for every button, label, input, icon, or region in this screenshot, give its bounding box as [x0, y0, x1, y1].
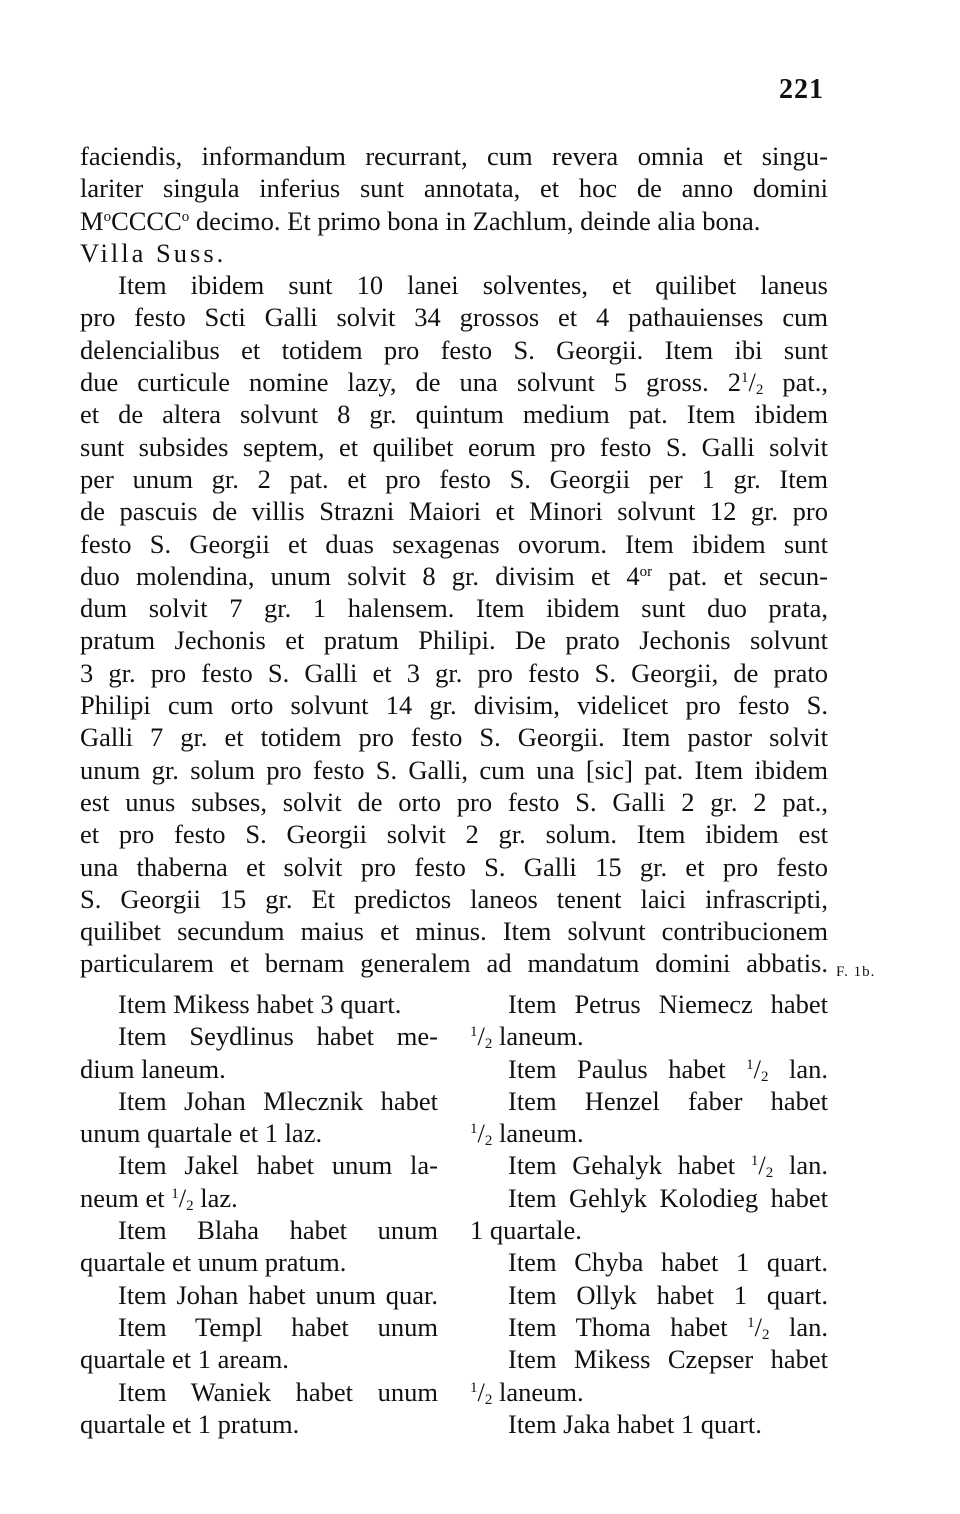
body-line: particularem et bernam generalem ad mandatum domini abbatis.	[80, 948, 828, 979]
text-fragment: lan.	[768, 1053, 828, 1084]
body-line	[80, 560, 828, 592]
text-fragment: 1	[741, 370, 749, 387]
text-fragment: 2	[484, 1133, 493, 1150]
text-fragment: laneum.	[492, 1376, 584, 1407]
left-column-line: Item Waniek habet unum	[118, 1376, 438, 1407]
text-fragment: o	[181, 208, 190, 225]
text-fragment: 2	[755, 382, 764, 399]
text-fragment: CCCC	[111, 205, 182, 236]
text-fragment: neum et	[80, 1182, 172, 1213]
left-column-line: quartale et 1 aream.	[80, 1344, 289, 1375]
text-fragment: pat.,	[763, 367, 829, 398]
body-line: de pascuis de villis Strazni Maiori et Minori solvunt 12 gr. pro	[80, 496, 828, 527]
left-column-line: Item Mikess habet 3 quart.	[118, 989, 402, 1019]
text-fragment: 2	[186, 1197, 194, 1214]
text-fragment: 1	[470, 1121, 478, 1138]
text-fragment: /	[178, 1182, 187, 1213]
right-column-line: Item Henzel faber habet	[508, 1085, 828, 1116]
text-fragment: decimo. Et primo bona in Zachlum, deinde alia bona.	[189, 205, 761, 236]
text-fragment: laneum.	[492, 1021, 584, 1052]
left-column-line: quartale et 1 pratum.	[80, 1408, 300, 1439]
text-fragment: lan.	[769, 1311, 829, 1342]
right-column-line: Item Ollyk habet 1 quart.	[508, 1279, 828, 1310]
text-fragment: 1	[750, 1153, 759, 1170]
text-fragment: M	[80, 205, 104, 236]
body-line: per unum gr. 2 pat. et pro festo S. Georgii per 1 gr. Item	[80, 463, 828, 494]
margin-note: F. 1b.	[836, 964, 876, 980]
text-fragment: 2	[765, 1165, 774, 1182]
text-fragment: o	[103, 208, 112, 225]
body-line: pro festo Scti Galli solvit 34 grossos et 4 pathauienses cum	[80, 302, 828, 333]
text-fragment: duo molendina, unum solvit 8 gr. divisim et 4	[80, 560, 640, 591]
text-fragment: 2	[761, 1068, 769, 1085]
right-column-line: Item Petrus Niemecz habet	[508, 989, 828, 1019]
right-column-line	[470, 1311, 828, 1343]
right-column-line	[470, 1376, 828, 1408]
right-column-line: Item Chyba habet 1 quart.	[508, 1247, 828, 1278]
text-fragment: /	[754, 1311, 762, 1342]
body-text	[80, 140, 828, 980]
text-fragment: 1	[171, 1185, 179, 1202]
text-fragment: lan.	[773, 1150, 828, 1181]
text-fragment: /	[748, 367, 756, 398]
body-line: dum solvit 7 gr. 1 halensem. Item ibidem sunt duo prata,	[80, 593, 828, 624]
right-column-line: Item Gehlyk Kolodieg habet	[508, 1182, 828, 1213]
text-fragment: 1	[470, 1024, 478, 1041]
right-column-line	[470, 1117, 828, 1149]
body-line	[80, 366, 828, 398]
left-column-line: unum quartale et 1 laz.	[80, 1118, 323, 1149]
text-fragment: /	[477, 1021, 485, 1052]
body-line	[80, 205, 828, 237]
right-column-line: 1 quartale.	[470, 1215, 582, 1246]
text-fragment: 1	[470, 1379, 478, 1396]
text-fragment: 2	[761, 1326, 770, 1343]
body-line: et de altera solvunt 8 gr. quintum medium pat. Item ibidem	[80, 399, 828, 430]
text-fragment: Item Paulus habet	[508, 1053, 747, 1084]
text-fragment: Item Thoma habet	[508, 1311, 748, 1342]
text-fragment: /	[758, 1150, 766, 1181]
body-line: est unus subses, solvit de orto pro festo S. Galli 2 gr. 2 pat.,	[80, 786, 828, 817]
right-column-line	[470, 1149, 828, 1181]
text-fragment: 2	[484, 1391, 493, 1408]
right-column-line: Item Jaka habet 1 quart.	[508, 1408, 762, 1439]
body-line: S. Georgii 15 gr. Et predictos laneos tenent laici infrascripti,	[80, 883, 828, 914]
left-column-line: Item Johan habet unum quar.	[118, 1279, 438, 1310]
text-fragment: due curticule nomine lazy, de una solvunt 5 gross. 2	[80, 367, 741, 398]
text-fragment: 1	[746, 1056, 754, 1073]
body-line: lariter singula inferius sunt annotata, et hoc de anno domini	[80, 173, 828, 204]
left-column-line: quartale et unum pratum.	[80, 1247, 347, 1278]
text-fragment: laneum.	[492, 1118, 584, 1149]
left-column-line: dium laneum.	[80, 1053, 226, 1084]
left-column-line: Item Blaha habet unum	[118, 1215, 438, 1246]
text-fragment: 1	[747, 1314, 755, 1331]
body-line: et pro festo S. Georgii solvit 2 gr. solum. Item ibidem est	[80, 819, 828, 850]
body-line: delencialibus et totidem pro festo S. Georgii. Item ibi sunt	[80, 334, 828, 365]
body-line: quilibet secundum maius et minus. Item solvunt contribucionem	[80, 916, 828, 947]
right-column-line	[470, 1020, 828, 1052]
body-line: Galli 7 gr. et totidem pro festo S. Georgii. Item pastor solvit	[80, 722, 828, 753]
body-line: Philipi cum orto solvunt 14 gr. divisim, videlicet pro festo S.	[80, 690, 828, 721]
left-column	[80, 988, 438, 1440]
text-fragment: laz.	[193, 1182, 238, 1213]
body-line: sunt subsides septem, et quilibet eorum pro festo S. Galli solvit	[80, 431, 828, 462]
right-column-line: Item Mikess Czepser habet	[508, 1344, 828, 1375]
body-line: festo S. Georgii et duas sexagenas ovorum. Item ibidem sunt	[80, 528, 828, 559]
page-number: 221	[779, 74, 824, 105]
left-column-line: Item Templ habet unum	[118, 1311, 438, 1342]
right-column	[470, 988, 828, 1440]
left-column-line	[80, 1182, 438, 1214]
text-fragment: Item Gehalyk habet	[508, 1150, 751, 1181]
left-column-line: Item Jakel habet unum la-	[118, 1150, 438, 1181]
body-line: Villa Suss.	[80, 237, 227, 268]
text-fragment: /	[477, 1118, 485, 1149]
left-column-line: Item Johan Mlecznik habet	[118, 1085, 438, 1116]
body-line: unum gr. solum pro festo S. Galli, cum una [sic] pat. Item ibidem	[80, 754, 828, 785]
text-fragment: or	[639, 563, 653, 580]
body-line: una thaberna et solvit pro festo S. Galli 15 gr. et pro festo	[80, 851, 828, 882]
body-line: faciendis, informandum recurrant, cum revera omnia et singu-	[80, 141, 828, 171]
text-fragment: pat. et secun-	[652, 560, 828, 591]
right-column-line	[470, 1053, 828, 1085]
body-line: pratum Jechonis et pratum Philipi. De prato Jechonis solvunt	[80, 625, 828, 656]
body-line: 3 gr. pro festo S. Galli et 3 gr. pro festo S. Georgii, de prato	[80, 657, 828, 688]
text-fragment: /	[477, 1376, 485, 1407]
text-fragment: /	[753, 1053, 761, 1084]
text-fragment: 2	[484, 1036, 493, 1053]
body-line: Item ibidem sunt 10 lanei solventes, et quilibet laneus	[118, 270, 828, 301]
left-column-line: Item Seydlinus habet me-	[118, 1021, 438, 1052]
